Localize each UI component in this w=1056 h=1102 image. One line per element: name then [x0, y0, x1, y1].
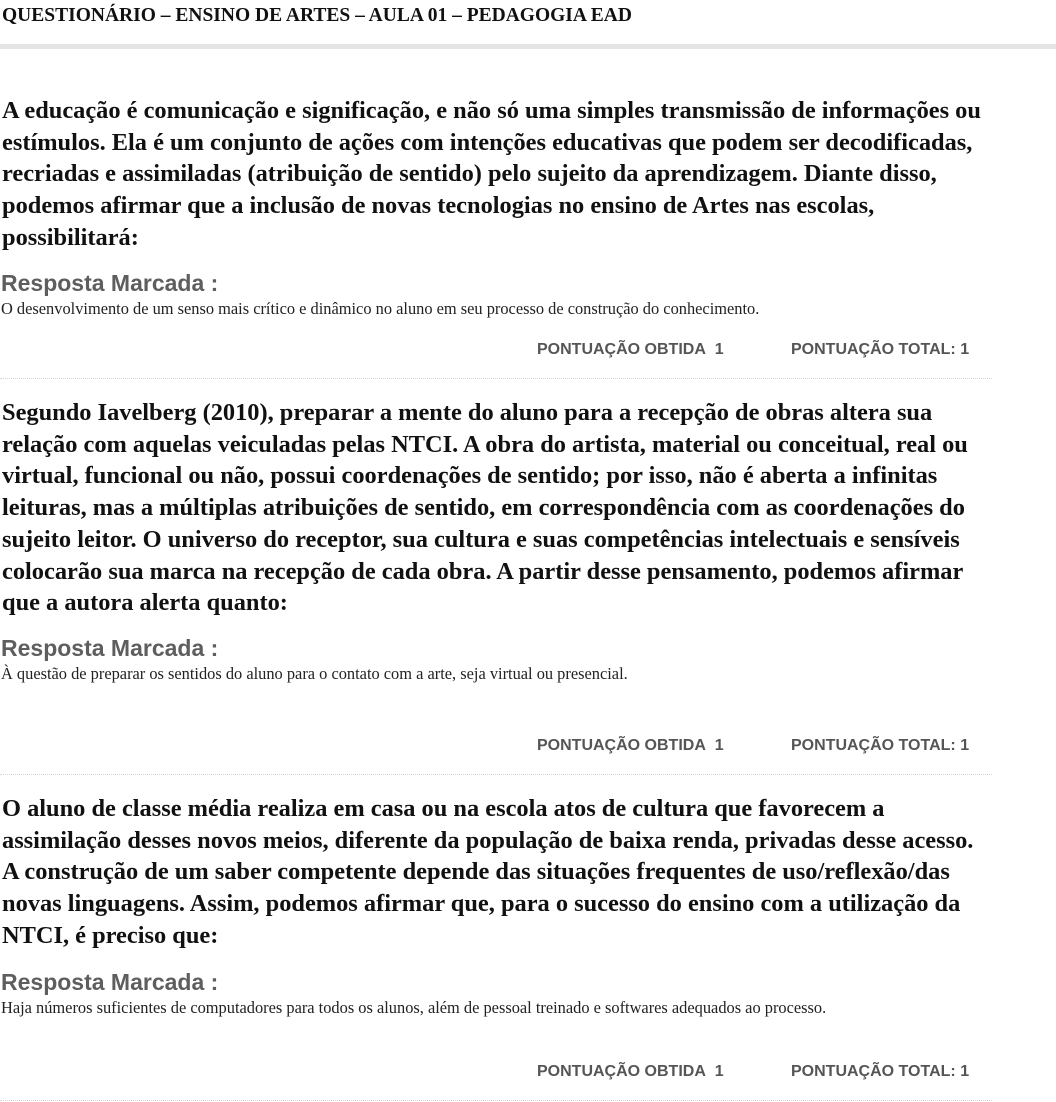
score-obtained-label: PONTUAÇÃO OBTIDA	[537, 1063, 706, 1080]
score-row-3	[0, 1063, 992, 1087]
score-obtained	[537, 1063, 724, 1081]
answer-label: Resposta Marcada :	[1, 968, 219, 995]
page-title: QUESTIONÁRIO – ENSINO DE ARTES – AULA 01 – PEDAGOGIA EAD	[2, 5, 632, 26]
score-obtained	[537, 341, 724, 359]
question-block-3	[0, 793, 992, 1019]
score-total-label: PONTUAÇÃO TOTAL:	[791, 737, 956, 754]
question-text: O aluno de classe média realiza em casa ou na escola atos de cultura que favorecem a assimilação desses novos meios, diferente da população de baixa renda, privadas desse acesso. A construção de um saber competente depende das situações frequentes de uso/reflexão/das novas linguagens. Assim, podemos afirmar que, para o sucesso do ensino com a utilização da NTCI, é preciso que:	[2, 795, 974, 949]
score-total-label: PONTUAÇÃO TOTAL:	[791, 1063, 956, 1080]
page-header	[0, 0, 1056, 49]
answer-label: Resposta Marcada :	[1, 634, 219, 661]
score-obtained-value: 1	[714, 737, 724, 754]
score-total-value: 1	[960, 341, 970, 358]
answer-text: À questão de preparar os sentidos do aluno para o contato com a arte, seja virtual ou presencial.	[1, 663, 628, 683]
score-obtained-label: PONTUAÇÃO OBTIDA	[537, 737, 706, 754]
score-total-value: 1	[960, 1063, 970, 1080]
answer-text: O desenvolvimento de um senso mais crítico e dinâmico no aluno em seu processo de construção do conhecimento.	[1, 298, 760, 318]
score-obtained	[537, 737, 724, 755]
answer-label: Resposta Marcada :	[1, 269, 219, 296]
question-block-2	[0, 397, 992, 685]
score-total	[791, 341, 969, 359]
score-row-2	[0, 737, 992, 761]
score-total	[791, 1063, 969, 1081]
score-total	[791, 737, 969, 755]
score-obtained-value: 1	[714, 341, 724, 358]
answer-text: Haja números suficientes de computadores para todos os alunos, além de pessoal treinado e softwares adequados ao processo.	[1, 997, 827, 1017]
divider	[0, 378, 992, 379]
score-obtained-label: PONTUAÇÃO OBTIDA	[537, 341, 706, 358]
score-obtained-value: 1	[714, 1063, 724, 1080]
divider	[0, 1100, 992, 1101]
question-text: A educação é comunicação e significação, e não só uma simples transmissão de informações ou estímulos. Ela é um conjunto de ações com intenções educativas que podem ser decodificadas, recriadas e assimiladas (atribuição de sentido) pelo sujeito da aprendizagem. Diante disso, podemos afirmar que a inclusão de novas tecnologias no ensino de Artes nas escolas, possibilitará:	[2, 97, 981, 251]
score-total-label: PONTUAÇÃO TOTAL:	[791, 341, 956, 358]
score-row-1	[0, 341, 992, 365]
question-text: Segundo Iavelberg (2010), preparar a mente do aluno para a recepção de obras altera sua relação com aquelas veiculadas pelas NTCI. A obra do artista, material ou conceitual, real ou virtual, funcional ou não, possui coordenações de sentido; por isso, não é aberta a infinitas leituras, mas a múltiplas atribuições de sentido, em correspondência com as coordenações do sujeito leitor. O universo do receptor, sua cultura e suas competências intelectuais e sensíveis colocarão sua marca na recepção de cada obra. A partir desse pensamento, podemos afirmar que a autora alerta quanto:	[2, 399, 968, 617]
score-total-value: 1	[960, 737, 970, 754]
divider	[0, 774, 992, 775]
question-block-1	[0, 95, 992, 320]
